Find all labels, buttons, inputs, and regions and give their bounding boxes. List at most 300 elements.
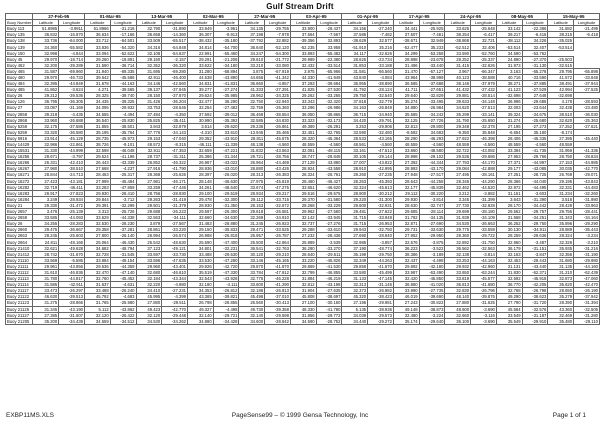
longitude-cell: -47.400 bbox=[213, 239, 239, 245]
latitude-cell: 28.910 bbox=[342, 166, 368, 172]
latitude-cell: 29.943 bbox=[342, 227, 368, 233]
latitude-cell: 33.220 bbox=[290, 257, 316, 263]
longitude-cell: -32.750 bbox=[368, 227, 394, 233]
longitude-cell: -43.822 bbox=[368, 160, 394, 166]
longitude-cell: -42.205 bbox=[522, 282, 548, 288]
latitude-cell: 35.620 bbox=[548, 282, 574, 288]
longitude-cell: -46.836 bbox=[59, 269, 85, 275]
longitude-cell: -34.135 bbox=[419, 215, 445, 221]
buoy-number-cell: Buoy 16271 bbox=[6, 172, 33, 178]
latitude-cell: 31.790 bbox=[445, 117, 471, 123]
latitude-cell: 26.331 bbox=[33, 160, 59, 166]
longitude-cell: -4.857 bbox=[265, 81, 291, 87]
longitude-cell: -26.923 bbox=[265, 221, 291, 227]
longitude-cell: -34.910 bbox=[265, 215, 291, 221]
latitude-cell: 35.955 bbox=[342, 81, 368, 87]
latitude-cell: 27.999 bbox=[84, 178, 110, 184]
longitude-cell: -43.401 bbox=[162, 263, 188, 269]
longitude-cell: -42.888 bbox=[471, 166, 497, 172]
latitude-cell: 32.680 bbox=[136, 269, 162, 275]
latitude-cell: 3.212 bbox=[445, 190, 471, 196]
latitude-cell: 27.392 bbox=[393, 160, 419, 166]
latitude-cell: 28.650 bbox=[548, 288, 574, 294]
longitude-cell: -54.848 bbox=[162, 44, 188, 50]
longitude-cell: -45.364 bbox=[316, 135, 342, 141]
longitude-cell: -31.625 bbox=[471, 300, 497, 306]
latitude-cell: 24.811 bbox=[33, 239, 59, 245]
longitude-cell: 35.466 bbox=[265, 129, 291, 135]
longitude-cell: -30.822 bbox=[419, 300, 445, 306]
longitude-cell: -21.208 bbox=[213, 56, 239, 62]
latitude-cell: 33.473 bbox=[33, 288, 59, 294]
latitude-cell: 27.880 bbox=[136, 300, 162, 306]
latitude-cell: 29.212 bbox=[33, 93, 59, 99]
longitude-cell: -3.487 bbox=[522, 239, 548, 245]
latitude-cell: 28.742 bbox=[33, 251, 59, 257]
longitude-cell: -4.498 bbox=[419, 257, 445, 263]
longitude-cell: -3.210 bbox=[574, 239, 600, 245]
longitude-cell: -62.371 bbox=[522, 269, 548, 275]
table-row bbox=[6, 318, 600, 324]
latitude-cell: 29.961 bbox=[33, 263, 59, 269]
longitude-cell: -34.325 bbox=[265, 93, 291, 99]
latitude-cell: -53.514 bbox=[496, 44, 522, 50]
latitude-cell: 29.932 bbox=[445, 263, 471, 269]
latitude-cell: 28.368 bbox=[136, 172, 162, 178]
longitude-cell: -27.274 bbox=[213, 87, 239, 93]
latitude-cell: 44.538 bbox=[187, 74, 213, 80]
latitude-cell: 31.131 bbox=[496, 263, 522, 269]
buoy-number-cell: Buoy 21123 bbox=[6, 300, 33, 306]
latitude-cell: 29.721 bbox=[239, 154, 265, 160]
latitude-cell: 5.135 bbox=[342, 306, 368, 312]
latitude-cell: 29.610 bbox=[239, 56, 265, 62]
longitude-cell: -47.275 bbox=[265, 184, 291, 190]
longitude-cell: -7.567 bbox=[316, 32, 342, 38]
longitude-cell: -43.563 bbox=[265, 148, 291, 154]
buoy-number-cell: Buoy 26 bbox=[6, 93, 33, 99]
latitude-cell: 29.870 bbox=[239, 263, 265, 269]
latitude-cell: 49.389 bbox=[290, 123, 316, 129]
latitude-cell: 39.633 bbox=[445, 99, 471, 105]
latitude-cell: -52.512 bbox=[445, 44, 471, 50]
buoy-number-cell: Buoy 21412 bbox=[6, 251, 33, 257]
latitude-cell: 36.179 bbox=[496, 245, 522, 251]
longitude-cell: -46.219 bbox=[316, 276, 342, 282]
buoy-number-cell: Buoy 21 bbox=[6, 202, 33, 208]
latitude-cell: 29.640 bbox=[393, 93, 419, 99]
longitude-cell: -32.828 bbox=[471, 202, 497, 208]
longitude-cell: -26.986 bbox=[316, 105, 342, 111]
longitude-cell: -29.766 bbox=[522, 154, 548, 160]
longitude-cell: -26.020 bbox=[213, 172, 239, 178]
latitude-cell: 34.039 bbox=[342, 312, 368, 318]
latitude-cell: 27.195 bbox=[496, 123, 522, 129]
longitude-cell: -32.540 bbox=[368, 93, 394, 99]
latitude-cell: 32.003 bbox=[496, 105, 522, 111]
latitude-cell: -8.174 bbox=[548, 129, 574, 135]
buoy-number-cell: Buoy 484 bbox=[6, 81, 33, 87]
longitude-cell: -19.891 bbox=[110, 56, 136, 62]
latitude-cell: 34.801 bbox=[187, 245, 213, 251]
buoy-number-cell: Buoy 21117 bbox=[6, 288, 33, 294]
longitude-cell: -28.180 bbox=[471, 209, 497, 215]
latitude-cell: 45.792 bbox=[84, 294, 110, 300]
longitude-cell: -55.460 bbox=[213, 50, 239, 56]
longitude-cell: -42.770 bbox=[574, 166, 600, 172]
latitude-cell: 29.391 bbox=[84, 202, 110, 208]
latitude-cell: 37.507 bbox=[393, 32, 419, 38]
longitude-cell: -28.410 bbox=[110, 190, 136, 196]
latitude-cell: 32.576 bbox=[393, 239, 419, 245]
latitude-cell: -32.515 bbox=[548, 62, 574, 68]
date-header: 01-Apr-95 bbox=[342, 14, 393, 20]
longitude-header: Longitude bbox=[368, 20, 394, 26]
latitude-cell: 29.858 bbox=[342, 263, 368, 269]
latitude-cell: 32.313 bbox=[342, 282, 368, 288]
latitude-cell: 28.880 bbox=[239, 166, 265, 172]
latitude-cell: 32.125 bbox=[393, 117, 419, 123]
latitude-cell: 29.352 bbox=[187, 135, 213, 141]
longitude-cell: -25.139 bbox=[59, 209, 85, 215]
latitude-cell: 31.678 bbox=[84, 81, 110, 87]
longitude-cell: -6.416 bbox=[522, 32, 548, 38]
latitude-cell: 48.559 bbox=[393, 141, 419, 147]
longitude-cell: -46.630 bbox=[213, 178, 239, 184]
longitude-cell: -30.212 bbox=[368, 190, 394, 196]
latitude-cell: 30.105 bbox=[342, 154, 368, 160]
latitude-cell: 33.836 bbox=[84, 44, 110, 50]
latitude-cell: 29.260 bbox=[84, 56, 110, 62]
longitude-cell: -52.622 bbox=[110, 50, 136, 56]
longitude-cell: -43.558 bbox=[316, 166, 342, 172]
latitude-cell: 3.943 bbox=[136, 123, 162, 129]
latitude-cell: 39.324 bbox=[496, 111, 522, 117]
latitude-cell: 32.972 bbox=[496, 184, 522, 190]
latitude-cell: 27.952 bbox=[393, 233, 419, 239]
longitude-cell: -26.787 bbox=[265, 233, 291, 239]
longitude-cell: -27.276 bbox=[316, 221, 342, 227]
latitude-cell: -38.671 bbox=[393, 38, 419, 44]
latitude-cell: 27.980 bbox=[33, 166, 59, 172]
longitude-cell: -63.490 bbox=[419, 269, 445, 275]
latitude-cell: 33.384 bbox=[496, 148, 522, 154]
longitude-cell: -41.670 bbox=[368, 263, 394, 269]
longitude-header: Longitude bbox=[59, 20, 85, 26]
latitude-cell: 29.685 bbox=[393, 209, 419, 215]
longitude-cell: -3.116 bbox=[471, 312, 497, 318]
latitude-cell: 38.726 bbox=[84, 141, 110, 147]
longitude-cell: -27.635 bbox=[316, 288, 342, 294]
latitude-cell: 46.019 bbox=[393, 294, 419, 300]
longitude-cell: -28.437 bbox=[316, 26, 342, 32]
latitude-cell: 30.035 bbox=[548, 166, 574, 172]
longitude-cell: 43.880 bbox=[316, 160, 342, 166]
latitude-cell: 27.243 bbox=[393, 300, 419, 306]
longitude-cell: -29.217 bbox=[265, 190, 291, 196]
longitude-cell: -5.586 bbox=[59, 257, 85, 263]
latitude-cell: 25.500 bbox=[239, 239, 265, 245]
latitude-cell: 25.889 bbox=[290, 239, 316, 245]
latitude-cell: 27.007 bbox=[342, 160, 368, 166]
longitude-cell: -4.399 bbox=[162, 294, 188, 300]
latitude-cell: 28.640 bbox=[290, 251, 316, 257]
latitude-cell: 34.255 bbox=[33, 221, 59, 227]
longitude-cell: -27.517 bbox=[419, 172, 445, 178]
longitude-cell: -21.772 bbox=[265, 56, 291, 62]
latitude-cell: 33.949 bbox=[187, 26, 213, 32]
latitude-cell: 28.150 bbox=[136, 93, 162, 99]
longitude-cell: -26.761 bbox=[316, 172, 342, 178]
longitude-cell: -26.982 bbox=[368, 288, 394, 294]
longitude-cell: -26.796 bbox=[471, 288, 497, 294]
latitude-cell: 33.860 bbox=[393, 148, 419, 154]
buoy-number-cell: Buoy 2663 bbox=[6, 233, 33, 239]
latitude-cell: 24.890 bbox=[496, 56, 522, 62]
latitude-cell: 45.584 bbox=[496, 306, 522, 312]
buoy-number-cell: Buoy 21410 bbox=[6, 245, 33, 251]
latitude-cell: 32.598 bbox=[84, 148, 110, 154]
latitude-cell: 29.501 bbox=[136, 202, 162, 208]
latitude-cell: 32.728 bbox=[84, 251, 110, 257]
longitude-cell: -47.912 bbox=[265, 269, 291, 275]
longitude-cell: -17.166 bbox=[110, 32, 136, 38]
latitude-cell: 32.760 bbox=[84, 276, 110, 282]
longitude-cell: -31.216 bbox=[574, 245, 600, 251]
longitude-cell: -34.675 bbox=[522, 111, 548, 117]
latitude-cell: 48.600 bbox=[445, 306, 471, 312]
buoy-number-cell: Buoy 2659 bbox=[6, 215, 33, 221]
latitude-cell: 32.352 bbox=[136, 62, 162, 68]
longitude-cell: -25.650 bbox=[471, 117, 497, 123]
latitude-cell: 28.898 bbox=[393, 56, 419, 62]
longitude-cell: -33.559 bbox=[471, 227, 497, 233]
latitude-cell: 29.962 bbox=[290, 209, 316, 215]
longitude-cell: -27.482 bbox=[213, 105, 239, 111]
longitude-cell: -36.204 bbox=[162, 99, 188, 105]
longitude-cell: -31.300 bbox=[368, 196, 394, 202]
longitude-cell: -44.258 bbox=[419, 178, 445, 184]
longitude-cell: -26.984 bbox=[419, 105, 445, 111]
latitude-cell: 33.597 bbox=[136, 251, 162, 257]
latitude-cell: 29.930 bbox=[393, 196, 419, 202]
latitude-cell: 32.470 bbox=[84, 269, 110, 275]
latitude-cell: 33.161 bbox=[342, 148, 368, 154]
latitude-cell: 31.587 bbox=[33, 68, 59, 74]
longitude-cell: -28.124 bbox=[368, 87, 394, 93]
longitude-cell: -35.764 bbox=[110, 129, 136, 135]
latitude-cell: 28.756 bbox=[136, 190, 162, 196]
longitude-cell: -37.010 bbox=[265, 294, 291, 300]
date-header: 02-Mar-95 bbox=[187, 14, 238, 20]
latitude-cell: 35.935 bbox=[548, 245, 574, 251]
latitude-cell: 31.426 bbox=[136, 99, 162, 105]
latitude-cell: 36.715 bbox=[342, 111, 368, 117]
latitude-cell: 36.795 bbox=[33, 99, 59, 105]
longitude-cell: -28.546 bbox=[162, 105, 188, 111]
longitude-cell: -26.581 bbox=[265, 209, 291, 215]
latitude-cell: 33.819 bbox=[445, 276, 471, 282]
latitude-cell: 29.755 bbox=[548, 209, 574, 215]
latitude-cell: 31.245 bbox=[239, 221, 265, 227]
latitude-cell: 27.232 bbox=[290, 233, 316, 239]
latitude-cell: 30.120 bbox=[239, 251, 265, 257]
longitude-cell: -38.999 bbox=[419, 74, 445, 80]
longitude-cell: -45.973 bbox=[110, 135, 136, 141]
footer-copyright: PageSense99 – © 1999 Gensa Technology, Inc bbox=[231, 412, 369, 419]
latitude-cell: 31.882 bbox=[548, 26, 574, 32]
longitude-cell: 32.577 bbox=[368, 38, 394, 44]
latitude-cell: 42.994 bbox=[548, 87, 574, 93]
latitude-cell: 28.747 bbox=[290, 154, 316, 160]
latitude-cell: 34.156 bbox=[342, 26, 368, 32]
latitude-cell: 34.620 bbox=[445, 105, 471, 111]
longitude-cell: -3.847 bbox=[522, 251, 548, 257]
longitude-cell: -48.630 bbox=[162, 239, 188, 245]
longitude-cell: -32.763 bbox=[265, 245, 291, 251]
longitude-cell: -30.160 bbox=[316, 300, 342, 306]
longitude-cell: -28.161 bbox=[471, 172, 497, 178]
longitude-cell: -29.981 bbox=[368, 300, 394, 306]
longitude-cell: -53.258 bbox=[419, 50, 445, 56]
longitude-cell: -26.574 bbox=[162, 233, 188, 239]
longitude-cell: -25.363 bbox=[574, 117, 600, 123]
longitude-cell: -48.115 bbox=[316, 148, 342, 154]
longitude-cell: -31.350 bbox=[213, 202, 239, 208]
longitude-cell: -31.670 bbox=[59, 251, 85, 257]
longitude-cell: -4.084 bbox=[368, 74, 394, 80]
buoy-number-cell: Buoy 21113 bbox=[6, 276, 33, 282]
longitude-cell: -3.9911 bbox=[59, 26, 85, 32]
latitude-cell: 3.967 bbox=[445, 68, 471, 74]
latitude-cell: 33.893 bbox=[290, 50, 316, 56]
longitude-cell: -34.111 bbox=[162, 215, 188, 221]
latitude-cell: 33.651 bbox=[290, 184, 316, 190]
longitude-cell: -25.626 bbox=[162, 172, 188, 178]
latitude-cell: 41.825 bbox=[290, 87, 316, 93]
latitude-cell: 29.892 bbox=[393, 263, 419, 269]
latitude-cell: 32.659 bbox=[187, 148, 213, 154]
latitude-cell: 27.252 bbox=[548, 123, 574, 129]
latitude-cell: 26.852 bbox=[136, 160, 162, 166]
latitude-cell: 33.488 bbox=[187, 251, 213, 257]
latitude-cell: 49.730 bbox=[239, 306, 265, 312]
longitude-cell: -28.436 bbox=[316, 233, 342, 239]
latitude-cell: 36.100 bbox=[445, 318, 471, 324]
latitude-cell: 29.795 bbox=[548, 68, 574, 74]
longitude-cell: -48.774 bbox=[368, 245, 394, 251]
latitude-cell: 31.343 bbox=[548, 215, 574, 221]
latitude-cell: 3.614 bbox=[187, 123, 213, 129]
latitude-cell: 33.585 bbox=[33, 215, 59, 221]
latitude-cell: 36.770 bbox=[496, 282, 522, 288]
latitude-cell: 27.153 bbox=[548, 160, 574, 166]
latitude-cell: 34.410 bbox=[136, 288, 162, 294]
longitude-cell: -18.714 bbox=[59, 56, 85, 62]
longitude-cell: -45.826 bbox=[316, 257, 342, 263]
longitude-cell: -44.469 bbox=[265, 160, 291, 166]
longitude-cell: -34.242 bbox=[419, 111, 445, 117]
latitude-cell: 34.440 bbox=[342, 318, 368, 324]
longitude-cell: 32.406 bbox=[471, 44, 497, 50]
drift-data-table bbox=[5, 13, 600, 325]
latitude-cell: 26.994 bbox=[136, 233, 162, 239]
longitude-cell: -34.148 bbox=[471, 99, 497, 105]
latitude-cell: 28.962 bbox=[239, 93, 265, 99]
latitude-cell: 27.371 bbox=[496, 160, 522, 166]
latitude-cell: 31.856 bbox=[290, 312, 316, 318]
latitude-cell: 27.981 bbox=[136, 178, 162, 184]
longitude-cell: -3.224 bbox=[419, 312, 445, 318]
latitude-cell: 32.188 bbox=[239, 288, 265, 294]
latitude-cell: 28.406 bbox=[496, 135, 522, 141]
longitude-cell: -39.740 bbox=[110, 93, 136, 99]
latitude-cell: 32.911 bbox=[136, 148, 162, 154]
longitude-cell: -31.545 bbox=[110, 251, 136, 257]
longitude-cell: -41.290 bbox=[265, 282, 291, 288]
latitude-cell: 41.862 bbox=[33, 87, 59, 93]
longitude-cell: -29.686 bbox=[522, 99, 548, 105]
longitude-cell: -38.510 bbox=[59, 166, 85, 172]
latitude-cell: 37.123 bbox=[136, 245, 162, 251]
longitude-cell: -45.393 bbox=[368, 178, 394, 184]
latitude-cell: -32.698 bbox=[496, 93, 522, 99]
longitude-cell: -4.683 bbox=[110, 294, 136, 300]
latitude-cell: 32.451 bbox=[290, 129, 316, 135]
longitude-cell: -23.644 bbox=[522, 105, 548, 111]
latitude-cell: 35.549 bbox=[496, 318, 522, 324]
latitude-cell: 44.330 bbox=[290, 74, 316, 80]
latitude-cell: 32.719 bbox=[33, 184, 59, 190]
latitude-cell: 48.559 bbox=[548, 141, 574, 147]
longitude-cell: -27.530 bbox=[316, 87, 342, 93]
latitude-cell: 28.936 bbox=[187, 166, 213, 172]
longitude-cell: -42.911 bbox=[59, 282, 85, 288]
longitude-cell: -25.603 bbox=[59, 233, 85, 239]
latitude-cell: 33.990 bbox=[393, 288, 419, 294]
longitude-header: Longitude bbox=[522, 20, 548, 26]
latitude-cell: 29.844 bbox=[84, 196, 110, 202]
latitude-cell: 29.291 bbox=[187, 56, 213, 62]
latitude-cell: 48.138 bbox=[239, 141, 265, 147]
longitude-cell: -44.338 bbox=[110, 215, 136, 221]
latitude-cell: 34.135 bbox=[239, 26, 265, 32]
latitude-cell: 29.688 bbox=[136, 209, 162, 215]
latitude-cell: 32.985 bbox=[342, 239, 368, 245]
longitude-cell: -43.856 bbox=[59, 263, 85, 269]
longitude-cell: -7.978 bbox=[265, 32, 291, 38]
latitude-cell: 32.081 bbox=[290, 148, 316, 154]
latitude-cell: 51.8966 bbox=[84, 26, 110, 32]
latitude-cell: 32.108 bbox=[136, 50, 162, 56]
latitude-cell: 27.129 bbox=[290, 160, 316, 166]
latitude-cell: 33.884 bbox=[84, 257, 110, 263]
latitude-cell: 3.249 bbox=[33, 196, 59, 202]
latitude-cell: 32.326 bbox=[548, 239, 574, 245]
longitude-cell: -66.347 bbox=[471, 68, 497, 74]
latitude-cell: 28.750 bbox=[548, 154, 574, 160]
latitude-cell: 37.776 bbox=[136, 129, 162, 135]
longitude-cell: -36.580 bbox=[59, 129, 85, 135]
latitude-cell: 29.600 bbox=[342, 202, 368, 208]
latitude-cell: 33.600 bbox=[239, 282, 265, 288]
latitude-cell: 28.463 bbox=[84, 172, 110, 178]
longitude-cell: -29.272 bbox=[368, 318, 394, 324]
latitude-cell: 33.253 bbox=[445, 257, 471, 263]
latitude-cell: 27.730 bbox=[445, 202, 471, 208]
latitude-cell: 33.596 bbox=[136, 257, 162, 263]
longitude-cell: 32.882 bbox=[265, 38, 291, 44]
